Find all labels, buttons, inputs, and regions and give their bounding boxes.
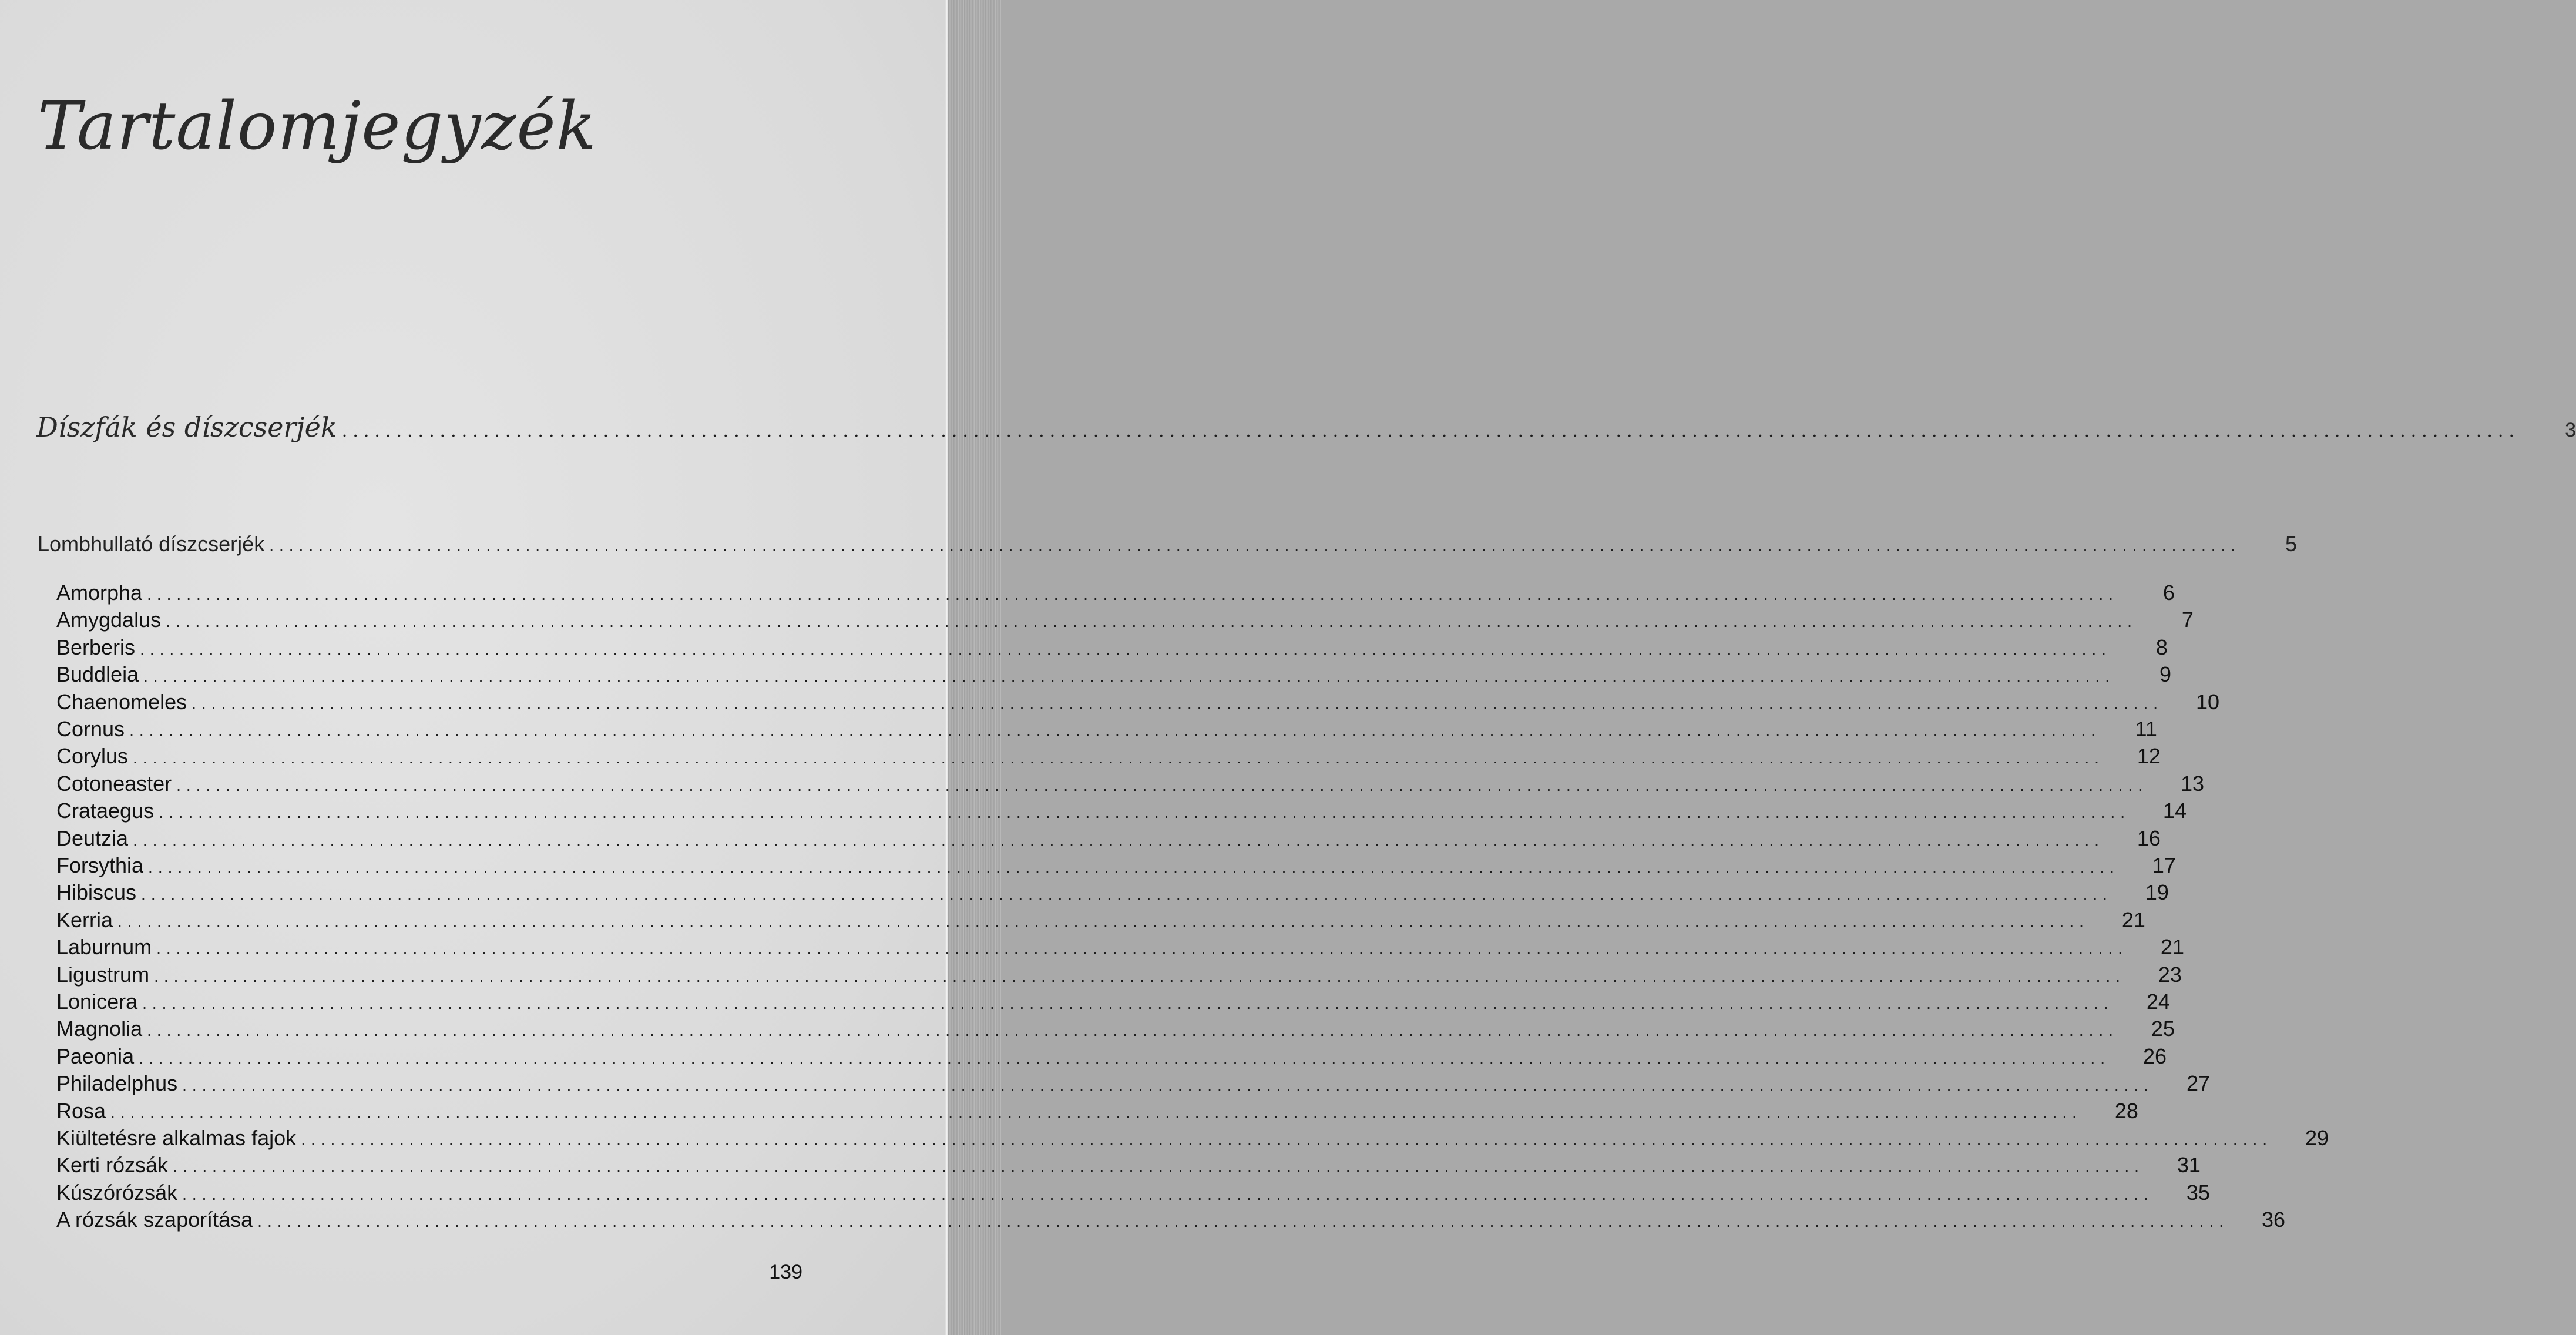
toc-item [56,717,2157,744]
toc-item-page: 10 [2195,689,2219,714]
toc-item-label: Magnolia [56,1017,143,1041]
dot-leader: ........................................................................................................................................................................................................ [341,421,2520,441]
toc-item [56,962,2182,989]
toc-item-page: 27 [2186,1071,2211,1096]
dot-leader: ........................................................................................................................................................................................................ [141,885,2112,904]
page-number: 139 [769,1261,802,1283]
toc-item-page: 29 [2305,1126,2329,1150]
dot-leader: ........................................................................................................................................................................................................ [129,722,2101,740]
toc-item [56,608,2194,635]
toc-item [56,853,2176,880]
dot-leader: ........................................................................................................................................................................................................ [154,967,2125,985]
toc-item-label: Paeonia [56,1044,135,1068]
toc-item-label: Chaenomeles [56,689,187,714]
toc-item-label: Amygdalus [56,608,162,632]
toc-item-label: Corylus [56,744,129,769]
toc-item-page: 36 [2261,1207,2286,1232]
toc-item [56,744,2161,771]
toc-item-page: 31 [2177,1153,2201,1178]
dot-leader: ........................................................................................................................................................................................................ [159,803,2130,822]
toc-item-label: Hibiscus [56,880,137,905]
toc-item-label: Ligustrum [56,962,150,987]
toc-item-label: Buddleia [56,662,139,687]
toc-item-page: 23 [2158,962,2182,987]
toc-item [56,689,2219,717]
toc-item-label: Cornus [56,717,125,741]
toc-item-page: 35 [2186,1180,2210,1205]
toc-item-page: 14 [2162,799,2187,823]
toc-item-page: 26 [2142,1044,2167,1068]
dot-leader: ........................................................................................................................................................................................................ [142,994,2114,1012]
toc-item [56,799,2187,826]
toc-item-page: 12 [2137,744,2161,769]
toc-item-page: 16 [2137,826,2161,850]
toc-item [56,581,2175,608]
toc-item [56,1153,2201,1180]
dot-leader: ........................................................................................................................................................................................................ [117,912,2089,931]
toc-item-page: 25 [2151,1017,2175,1041]
page-title: Tartalomjegyzék [38,88,597,165]
dot-leader: ........................................................................................................................................................................................................ [140,639,2111,658]
toc-item [56,771,2204,799]
dot-leader: ........................................................................................................................................................................................................ [147,585,2118,603]
dot-leader: ........................................................................................................................................................................................................ [269,536,2241,555]
toc-item [56,1071,2211,1098]
toc-item-label: A rózsák szaporítása [56,1207,253,1232]
toc-section-label: Díszfák és díszcserjék [36,411,337,443]
toc-item-label: Deutzia [56,826,129,850]
toc-item-page: 7 [2181,608,2194,632]
toc-item-page: 11 [2135,717,2157,741]
dot-leader: ........................................................................................................................................................................................................ [166,612,2137,631]
dot-leader: ........................................................................................................................................................................................................ [133,830,2104,849]
toc-item [56,1098,2138,1126]
toc-item-label: Crataegus [56,799,155,823]
toc-item-label: Berberis [56,635,136,659]
dot-leader: ........................................................................................................................................................................................................ [173,1158,2144,1176]
toc-item-page: 13 [2180,771,2204,796]
dot-leader: ........................................................................................................................................................................................................ [148,858,2120,876]
toc-item-label: Philadelphus [56,1071,178,1096]
toc-item [56,1126,2329,1153]
toc-section-page: 3 [2565,419,2576,441]
toc-item-label: Rosa [56,1098,106,1123]
dot-leader: ........................................................................................................................................................................................................ [139,1048,2110,1067]
toc-item [56,635,2168,662]
dot-leader: ........................................................................................................................................................................................................ [192,694,2163,713]
toc-item-label: Forsythia [56,853,144,877]
dot-leader: ........................................................................................................................................................................................................ [182,1185,2154,1203]
toc-item-label: Kerti rózsák [56,1153,169,1178]
toc-item-label: Amorpha [56,581,143,605]
toc-subsection-entry [38,532,2298,556]
dot-leader: ........................................................................................................................................................................................................ [182,1076,2154,1095]
dot-leader: ........................................................................................................................................................................................................ [143,667,2115,686]
dot-leader: ........................................................................................................................................................................................................ [301,1131,2273,1149]
toc-item-label: Kiültetésre alkalmas fajok [56,1126,297,1150]
toc-item-page: 17 [2152,853,2176,877]
toc-item [56,826,2161,853]
dot-leader: ........................................................................................................................................................................................................ [176,776,2148,794]
toc-item-label: Cotoneaster [56,771,172,796]
toc-item [56,1017,2175,1044]
toc-item-page: 28 [2114,1098,2138,1123]
toc-item [56,907,2145,935]
toc-item-label: Laburnum [56,935,152,960]
toc-item [56,1044,2167,1071]
toc-section-entry [36,411,2576,443]
toc-item-page: 21 [2121,907,2145,932]
dot-leader: ........................................................................................................................................................................................................ [156,940,2128,958]
toc-item [56,989,2170,1017]
toc-item-label: Kerria [56,907,113,932]
dot-leader: ........................................................................................................................................................................................................ [133,749,2104,767]
toc-item-page: 21 [2160,935,2184,960]
toc-item-label: Lonicera [56,989,138,1014]
dot-leader: ........................................................................................................................................................................................................ [257,1212,2229,1231]
toc-item [56,662,2171,689]
toc-subsection-page: 5 [2285,532,2298,556]
toc-item [56,880,2169,907]
toc-item-page: 19 [2145,880,2169,905]
dot-leader: ........................................................................................................................................................................................................ [110,1103,2082,1122]
dot-leader: ........................................................................................................................................................................................................ [147,1021,2118,1040]
toc-item [56,1180,2210,1207]
toc-subsection-label: Lombhullató díszcserjék [38,532,265,556]
toc-item-page: 9 [2159,662,2171,687]
toc-item-page: 8 [2155,635,2168,659]
toc-item [56,935,2184,962]
toc-item-page: 24 [2146,989,2170,1014]
toc-item [56,1207,2286,1235]
toc-item-label: Kúszórózsák [56,1180,178,1205]
toc-item-page: 6 [2162,581,2175,605]
